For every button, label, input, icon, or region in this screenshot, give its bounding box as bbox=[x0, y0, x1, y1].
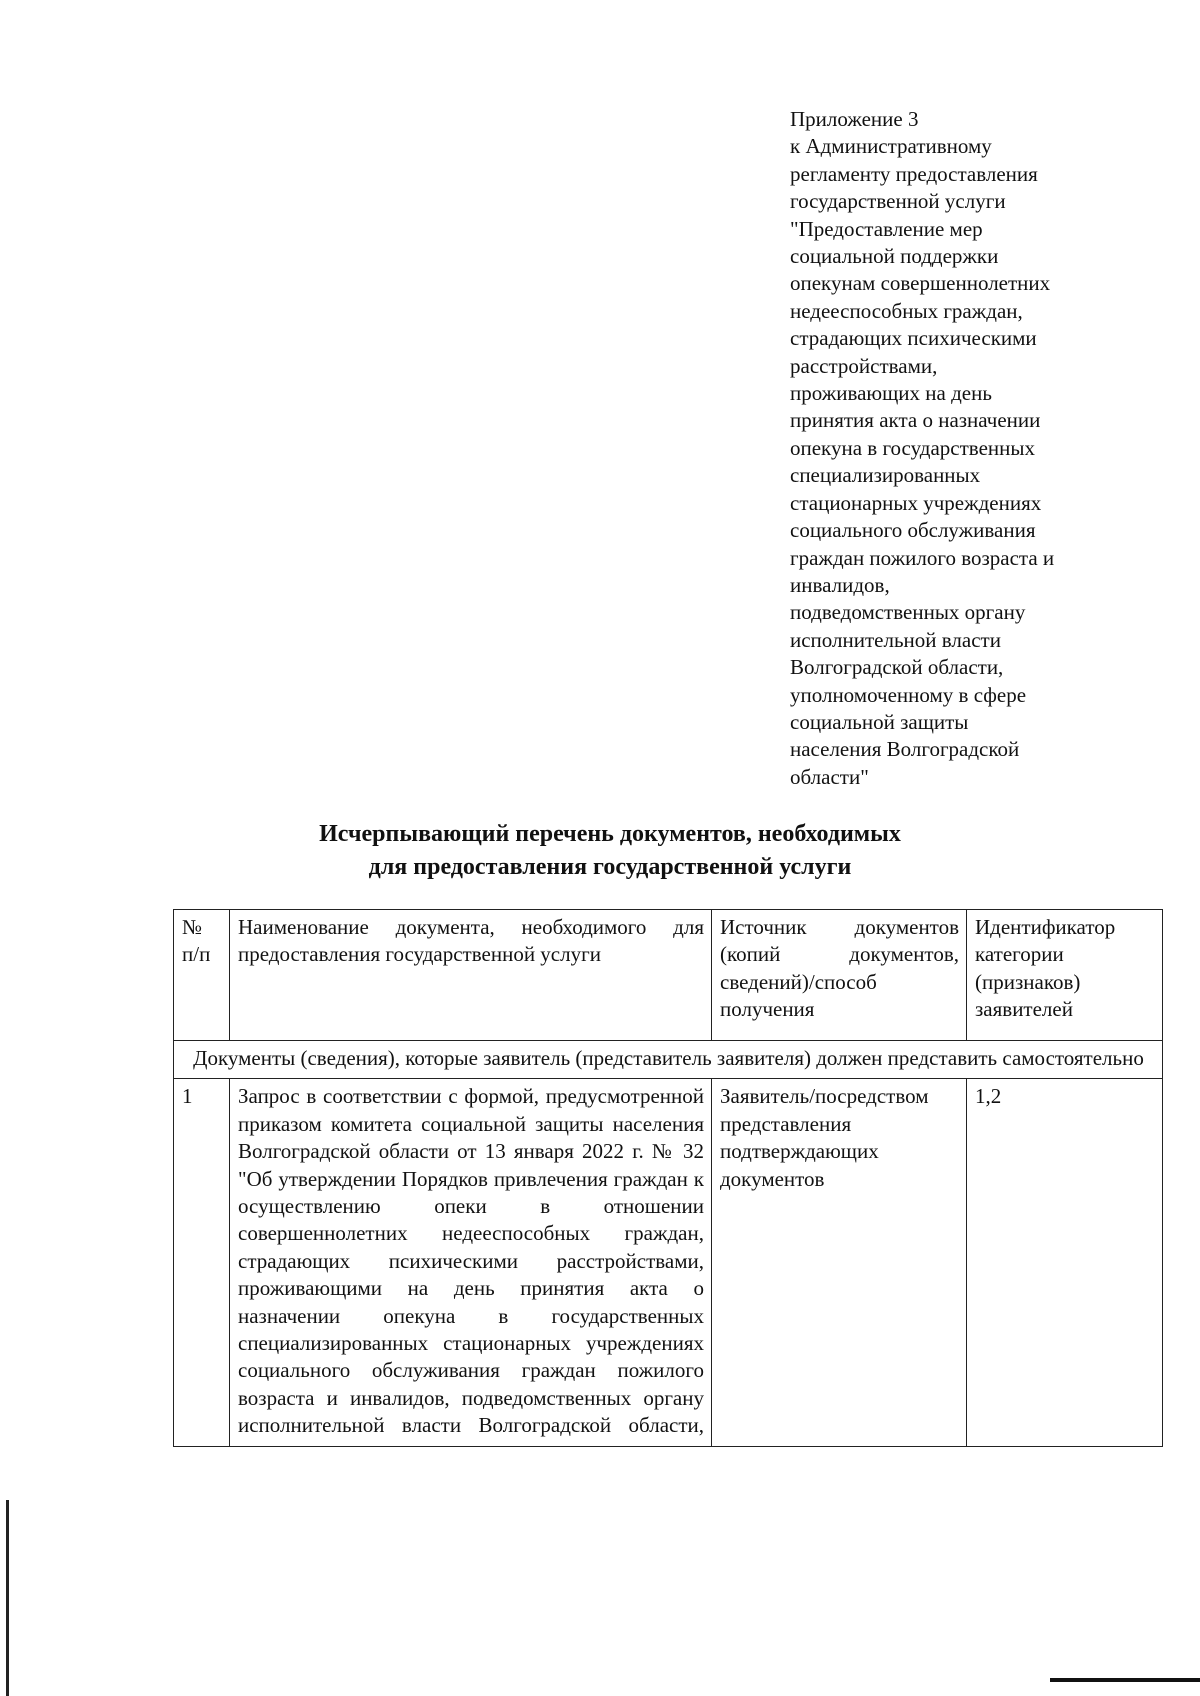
row-document-name: Запрос в соответствии с формой, предусмотренной приказом комитета социальной защиты населения Волгоградской области от 13 января 2022 г. № 32 "Об утверждении Порядков привлечения граждан к осуществлению опеки в отношении совершеннолетних недееспособных граждан, страдающих психическими расстройствами, проживающими на день принятия акта о назначении опекуна в государственных специализированных стационарных учреждениях социального обслуживания граждан пожилого возраста и инвалидов, подведомственных органу исполнительной власти Волгоградской области, bbox=[230, 1079, 712, 1446]
documents-table bbox=[173, 909, 1163, 1447]
appendix-line: Приложение 3 bbox=[790, 107, 919, 131]
header-category: Идентификатор категории (признаков) заявителей bbox=[967, 910, 1163, 1041]
section-heading: Документы (сведения), которые заявитель (представитель заявителя) должен представить самостоятельно bbox=[174, 1041, 1163, 1079]
row-category: 1,2 bbox=[967, 1079, 1163, 1446]
scan-bottom-line bbox=[1050, 1678, 1200, 1682]
appendix-line: социальной поддержки bbox=[790, 244, 999, 269]
appendix-line: опекуна в государственных bbox=[790, 435, 1035, 460]
appendix-line: государственной услуги bbox=[790, 189, 1006, 214]
appendix-line: граждан пожилого возраста и bbox=[790, 545, 1055, 570]
header-source: Источник документов (копий документов, сведений)/способ получения bbox=[712, 910, 967, 1041]
appendix-block bbox=[790, 106, 1120, 791]
title-line-1: Исчерпывающий перечень документов, необходимых bbox=[319, 821, 901, 847]
row-num: 1 bbox=[174, 1079, 230, 1446]
document-title bbox=[160, 818, 1060, 884]
appendix-line: проживающих на день bbox=[790, 381, 992, 406]
table-header-row bbox=[174, 910, 1163, 1041]
appendix-line: расстройствами, bbox=[790, 353, 938, 378]
scan-edge-line bbox=[6, 1500, 9, 1696]
appendix-line: исполнительной власти bbox=[790, 627, 1001, 652]
appendix-line: социального обслуживания bbox=[790, 518, 1036, 543]
header-num: № п/п bbox=[174, 910, 230, 1041]
appendix-line: области" bbox=[790, 764, 869, 789]
appendix-line: принятия акта о назначении bbox=[790, 408, 1041, 433]
appendix-line: Волгоградской области, bbox=[790, 655, 1004, 680]
appendix-line: социальной защиты bbox=[790, 709, 969, 734]
appendix-line: населения Волгоградской bbox=[790, 737, 1020, 762]
appendix-line: специализированных bbox=[790, 463, 981, 488]
row-source: Заявитель/посредством представления подтверждающих документов bbox=[712, 1079, 967, 1446]
appendix-line: недееспособных граждан, bbox=[790, 298, 1023, 323]
table-row bbox=[174, 1079, 1163, 1446]
appendix-line: страдающих психическими bbox=[790, 326, 1037, 351]
appendix-line: регламенту предоставления bbox=[790, 161, 1038, 186]
header-name: Наименование документа, необходимого для предоставления государственной услуги bbox=[230, 910, 712, 1041]
appendix-line: стационарных учреждениях bbox=[790, 490, 1042, 515]
appendix-line: инвалидов, bbox=[790, 572, 890, 597]
appendix-line: к Административному bbox=[790, 134, 992, 159]
appendix-line: уполномоченному в сфере bbox=[790, 682, 1027, 707]
section-row bbox=[174, 1041, 1163, 1079]
appendix-line: подведомственных органу bbox=[790, 600, 1026, 625]
appendix-line: "Предоставление мер bbox=[790, 216, 983, 241]
appendix-line: опекунам совершеннолетних bbox=[790, 271, 1051, 296]
title-line-2: для предоставления государственной услуги bbox=[368, 854, 852, 880]
